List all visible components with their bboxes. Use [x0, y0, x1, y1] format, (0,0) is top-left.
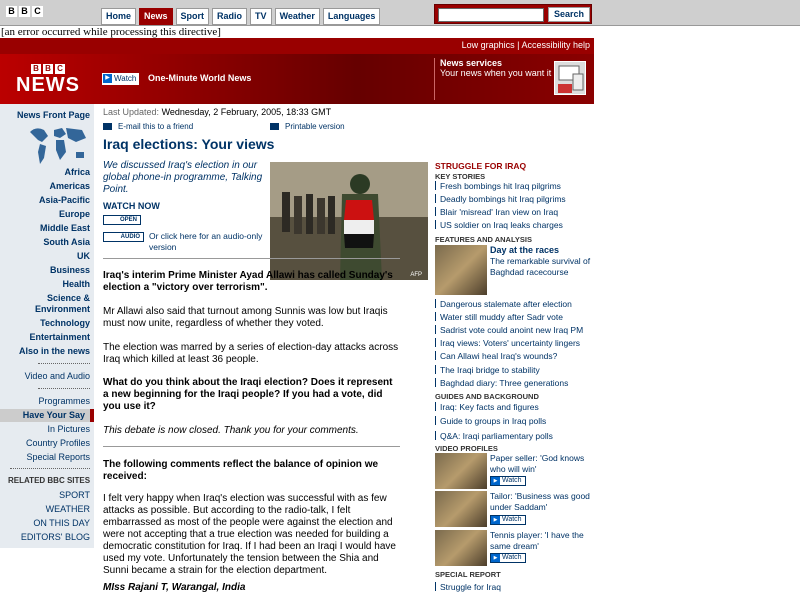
video-profile-text[interactable]: Tailor: 'Business was good under Saddam'	[490, 491, 590, 512]
bbc-news-logo-bbc	[6, 64, 90, 74]
guide-link[interactable]: Guide to groups in Iraq polls	[435, 416, 546, 426]
photo-credit: AFP	[410, 272, 422, 278]
tennis-player-thumbnail[interactable]	[435, 530, 487, 566]
audio-button[interactable]	[103, 232, 144, 242]
feature-link[interactable]: The Iraqi bridge to stability	[435, 365, 540, 375]
news-services-title: News services	[440, 58, 503, 68]
feature-link[interactable]: Baghdad diary: Three generations	[435, 378, 568, 388]
comment-author: MIss Rajani T, Warangal, India	[103, 582, 246, 593]
last-updated	[103, 107, 331, 117]
feature-link[interactable]: Iraq views: Voters' uncertainty lingers	[435, 338, 580, 348]
logo-letter: B	[31, 64, 41, 74]
key-story-link[interactable]: Fresh bombings hit Iraq pilgrims	[435, 181, 561, 191]
special-report-link[interactable]: Struggle for Iraq	[435, 582, 501, 592]
guides-title: GUIDES AND BACKGROUND	[435, 392, 539, 401]
guide-link[interactable]: Iraq: Key facts and figures	[435, 402, 539, 412]
one-minute-news-link[interactable]: One-Minute World News	[148, 73, 252, 83]
play-icon: ▶	[491, 516, 500, 524]
open-label: OPEN	[119, 217, 137, 223]
nav-technology[interactable]: Technology	[40, 318, 90, 328]
bbc-news-logo[interactable]	[6, 64, 90, 96]
nav-programmes[interactable]: Programmes	[38, 396, 90, 406]
news-services[interactable]	[434, 58, 592, 100]
divider	[103, 446, 400, 447]
related-weather[interactable]: WEATHER	[45, 504, 90, 514]
last-updated-label: Last Updated:	[103, 107, 160, 117]
feature-link[interactable]: Dangerous stalemate after election	[435, 299, 572, 309]
news-banner	[0, 54, 594, 104]
article-photo	[270, 162, 428, 280]
debate-closed: This debate is now closed. Thank you for your comments.	[103, 425, 359, 436]
related-sites-title: RELATED BBC SITES	[8, 476, 91, 485]
nav-divider	[10, 468, 90, 469]
search-box	[434, 4, 592, 24]
nav-africa[interactable]: Africa	[64, 167, 90, 177]
watch-label: Watch	[114, 74, 137, 83]
nav-south-asia[interactable]: South Asia	[43, 237, 90, 247]
tab-sport[interactable]: Sport	[176, 8, 210, 25]
nav-divider	[38, 388, 90, 389]
nav-also-in-news[interactable]: Also in the news	[18, 346, 90, 356]
search-button[interactable]: Search	[548, 7, 590, 22]
logo-letter: C	[55, 64, 65, 74]
email-friend-link[interactable]	[103, 122, 193, 131]
nav-uk[interactable]: UK	[77, 251, 90, 261]
tab-news[interactable]: News	[139, 8, 173, 25]
bbc-logo-letter: B	[19, 6, 30, 17]
watch-button[interactable]	[102, 73, 139, 85]
article-paragraph: The election was marred by a series of election-day attacks across Iraq which killed at least 36 people.	[103, 342, 399, 365]
feature-link[interactable]: Can Allawi heal Iraq's wounds?	[435, 351, 557, 361]
bbc-logo-letter: B	[6, 6, 17, 17]
low-graphics-link[interactable]: Low graphics	[461, 40, 515, 50]
watch-label: Watch	[502, 516, 522, 523]
audio-label: AUDIO	[120, 234, 140, 240]
divider	[103, 258, 400, 259]
play-icon: ▶	[491, 554, 500, 562]
nav-health[interactable]: Health	[62, 279, 90, 289]
nav-in-pictures[interactable]: In Pictures	[47, 424, 90, 434]
utility-links	[462, 40, 590, 50]
separator: |	[514, 40, 522, 50]
nav-video-audio[interactable]: Video and Audio	[24, 371, 90, 381]
feature-main-text[interactable]: The remarkable survival of Baghdad racecourse	[490, 256, 591, 277]
bbc-logo[interactable]	[6, 6, 43, 17]
article-paragraph: Mr Allawi also said that turnout among Sunnis was low but Iraqis must now unite, regardless of whether they voted.	[103, 306, 388, 329]
key-stories-title: KEY STORIES	[435, 172, 486, 181]
nav-science[interactable]: Science &	[46, 293, 90, 303]
feature-main[interactable]	[490, 245, 594, 256]
print-label: Printable version	[285, 122, 345, 131]
bbc-logo-letter: C	[32, 6, 43, 17]
devices-icon	[554, 61, 586, 95]
play-icon: ▶	[491, 477, 500, 485]
nav-americas[interactable]: Americas	[49, 181, 90, 191]
video-profile-text[interactable]: Paper seller: 'God knows who will win'	[490, 453, 585, 474]
nav-business[interactable]: Business	[49, 265, 90, 275]
racecourse-thumbnail[interactable]	[435, 245, 487, 295]
watch-video-button[interactable]	[490, 515, 526, 525]
watch-now-label: WATCH NOW	[103, 201, 160, 211]
left-nav	[0, 104, 94, 548]
watch-label: Watch	[502, 554, 522, 561]
play-icon: ▶	[103, 74, 112, 83]
features-title: FEATURES AND ANALYSIS	[435, 235, 532, 244]
tailor-thumbnail[interactable]	[435, 491, 487, 527]
bbc-news-logo-word: NEWS	[16, 74, 80, 96]
tab-radio[interactable]: Radio	[212, 8, 247, 25]
struggle-title[interactable]: STRUGGLE FOR IRAQ	[435, 161, 527, 171]
site-nav	[101, 8, 380, 25]
article-paragraph: Iraq's interim Prime Minister Ayad Allawi has called Sunday's election a "victory over terrorism".	[103, 270, 393, 293]
key-story-link[interactable]: US soldier on Iraq leaks charges	[435, 220, 563, 230]
related-on-this-day[interactable]: ON THIS DAY	[33, 518, 90, 528]
comment-text: I felt very happy when Iraq's election was successful with as few attacks as possible. But according to the radio-talk, I felt embarrassed as most of the people were against the election and were not accepting that a true election was needed for building a democratic constitution for Iraq. If I had been an Iraqi I would have used my vote. Unfortunately the tension between the Shia and Sunni became a strain for the election department.	[103, 493, 396, 576]
feature-main-title: Day at the races	[490, 245, 560, 255]
world-map-icon[interactable]	[26, 122, 90, 170]
nav-have-your-say[interactable]: Have Your Say	[0, 409, 94, 422]
feature-link[interactable]: Sadrist vote could anoint new Iraq PM	[435, 325, 583, 335]
nav-front-page[interactable]: News Front Page	[16, 110, 90, 120]
feature-link[interactable]: Water still muddy after Sadr vote	[435, 312, 563, 322]
email-label: E-mail this to a friend	[118, 122, 194, 131]
last-updated-value: Wednesday, 2 February, 2005, 18:33 GMT	[161, 107, 332, 117]
top-bar	[0, 0, 800, 26]
nav-special-reports[interactable]: Special Reports	[26, 452, 90, 462]
nav-country-profiles[interactable]: Country Profiles	[25, 438, 90, 448]
guide-link[interactable]: Q&A: Iraqi parliamentary polls	[435, 431, 553, 441]
nav-environment[interactable]: Environment	[34, 304, 90, 314]
tab-weather[interactable]: Weather	[275, 8, 320, 25]
key-story-link[interactable]: Deadly bombings hit Iraq pilgrims	[435, 194, 566, 204]
news-services-sub: Your news when you want it	[440, 68, 552, 78]
watch-video-button[interactable]	[490, 476, 526, 486]
utility-bar	[0, 38, 594, 54]
nav-asia-pacific[interactable]: Asia-Pacific	[38, 195, 90, 205]
accessibility-link[interactable]: Accessibility help	[521, 40, 590, 50]
key-story-link[interactable]: Blair 'misread' Iran view on Iraq	[435, 207, 558, 217]
related-sport[interactable]: SPORT	[59, 490, 90, 500]
nav-entertainment[interactable]: Entertainment	[29, 332, 90, 342]
open-button[interactable]	[103, 215, 141, 225]
nav-divider	[38, 363, 90, 364]
tab-languages[interactable]: Languages	[323, 8, 381, 25]
audio-only-link[interactable]: Or click here for an audio-only version	[149, 231, 263, 252]
printer-icon	[270, 123, 279, 130]
question-paragraph: What do you think about the Iraqi election? Does it represent a new beginning for the Iraqi people? If you had a vote, did you use it?	[103, 377, 393, 412]
watch-label: Watch	[502, 477, 522, 484]
nav-europe[interactable]: Europe	[58, 209, 90, 219]
special-report-title: SPECIAL REPORT	[435, 570, 501, 579]
watch-video-button[interactable]	[490, 553, 526, 563]
error-message: [an error occurred while processing this directive]	[1, 26, 221, 38]
nav-middle-east[interactable]: Middle East	[39, 223, 90, 233]
tab-tv[interactable]: TV	[250, 8, 272, 25]
video-profile-text[interactable]: Tennis player: 'I have the same dream'	[490, 530, 584, 551]
comments-intro: The following comments reflect the balance of opinion we received:	[103, 459, 379, 482]
tab-home[interactable]: Home	[101, 8, 136, 25]
search-input[interactable]	[438, 8, 544, 22]
related-editors-blog[interactable]: EDITORS' BLOG	[20, 532, 90, 542]
paper-seller-thumbnail[interactable]	[435, 453, 487, 489]
envelope-icon	[103, 123, 112, 130]
logo-letter: B	[43, 64, 53, 74]
video-profiles-title: VIDEO PROFILES	[435, 444, 498, 453]
page-title: Iraq elections: Your views	[103, 136, 275, 152]
article-intro: We discussed Iraq's election in our global phone-in programme, Talking Point.	[103, 160, 263, 195]
printable-version-link[interactable]	[270, 122, 345, 131]
